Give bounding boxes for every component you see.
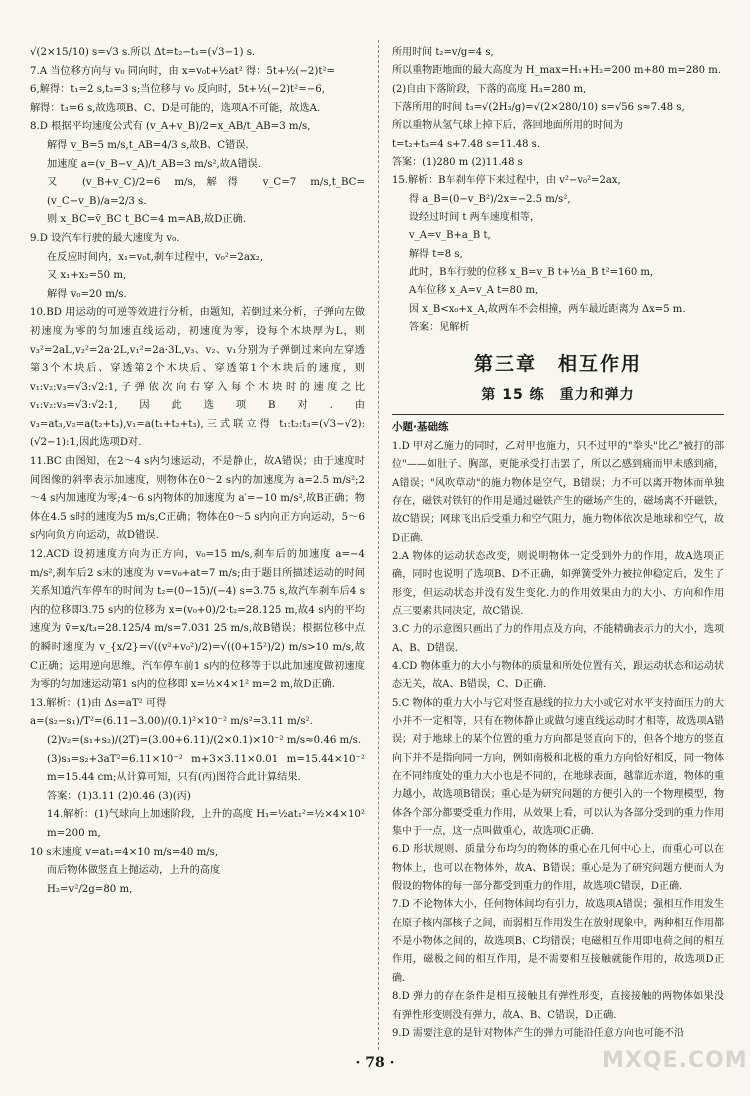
left-para-11: 又 x₁+x₂=50 m, — [47, 270, 127, 282]
right-top-para-13: A车位移 x_A=v_A t=80 m, — [409, 285, 539, 297]
right-bottom-para-0: 1.D 甲对乙施力的同时，乙对甲也施力，只不过甲的"拳头"比乙"被打的部位"——如肚子、胸部，更能承受打击罢了，所以乙感到痛而甲未感到痛，A错误；"风吹草动"的施力物体是空气，B错误；力不可以离开物体而单独存在，磁铁对铁钉的作用是通过磁铁产生的磁场产生的，磁场离不开磁铁，故C错误；网球飞出后受重力和空气阻力，施力物体依次是地球和空气，故D正确. — [392, 440, 724, 544]
left-para-8: 则 x_BC=v̄_BC t_BC=4 m=AB,故D正确. — [47, 214, 246, 226]
left-para-17: a=(s₂−s₁)/T²=(6.11−3.00)/(0.1)²×10⁻² m/s²=3.11 m/s². — [30, 716, 313, 728]
left-para-19: (3)s₃=s₂+3aT²=6.11×10⁻² m+3×3.11×0.01 m=15.44×10⁻² m=15.44 cm;从计算可知，只有(丙)图符合此计算结果. — [47, 753, 365, 784]
left-para-2: 6,解得：t₁=2 s,t₂=3 s;当位移与 v₀ 反向时，5t+½(−2)t²=−6, — [30, 84, 326, 96]
left-para-10: 在反应时间内，x₁=v₀t,刹车过程中，v₀²=2ax₂, — [47, 251, 264, 263]
right-top-para-1: 所以重物距地面的最大高度为 H_max=H₁+H₂=200 m+80 m=280 m. — [392, 65, 721, 77]
right-bottom-para-7: 8.D 弹力的存在条件是相互接触且有弹性形变，直接接触的两物体如果没有弹性形变则没有弹力，故A、B、C错误，D正确. — [392, 991, 724, 1021]
right-top-para-7: 15.解析：B车刹车停下来过程中，由 v²−v₀²=2ax, — [392, 175, 621, 187]
right-top-para-10: v_A=v_B+a_B t, — [409, 230, 491, 242]
left-para-22: 10 s末速度 v=at₁=4×10 m/s=40 m/s, — [30, 846, 219, 858]
left-para-13: 10.BD 用运动的可逆等效进行分析，由题知，若倒过来分析，子弹向左做初速度为零的匀加速直线运动，初速度为零，设每个木块厚为L，则 v₃²=2aL,v₂²=2a·2L,v₁²=2a·3L,v₃、v₂、v₁分别为子弹倒过来向左穿透第3个木块后、穿透第2个木块后、穿透第1个木块后的速度，则 v₁:v₂:v₃=√3:√2:1,子弹依次向右穿入每个木块时的速度之比 v₁:v₂:v₃=√3:√2:1,因此选项B对.由 v₃=at₃,v₂=a(t₂+t₃),v₁=a(t₁+t₂+t₃),三式联立得 t₁:t₂:t₃=(√3−√2):(√2−1):1,因此选项D对. — [30, 307, 365, 449]
left-para-16: 13.解析：(1)由 Δs=aT² 可得 — [30, 697, 167, 709]
right-top-para-3: 下落所用的时间 t₃=√(2H₃/g)=√(2×280/10) s=√56 s≈7.48 s, — [392, 102, 685, 114]
page-number: · 78 · — [355, 1055, 395, 1071]
left-para-9: 9.D 设汽车行驶的最大速度为 v₀. — [30, 232, 180, 244]
right-bottom-para-3: 4.CD 物体重力的大小与物体的质量和所处位置有关，跟运动状态和运动状态无关，故A、B错误，C、D正确. — [392, 660, 724, 691]
right-top-para-11: 解得 t=8 s, — [409, 248, 463, 260]
right-column — [392, 44, 724, 1043]
left-para-20: 答案：(1)3.11 (2)0.46 (3)(丙) — [47, 790, 191, 802]
left-para-12: 解得 v₀=20 m/s. — [47, 288, 127, 300]
column-divider — [378, 40, 379, 1050]
left-column — [30, 44, 365, 899]
left-para-24: H₂=v²/2g=80 m, — [47, 883, 133, 895]
watermark-logo: MXQE.COM — [602, 1048, 748, 1073]
left-para-1: 7.A 当位移方向与 v₀ 同向时，由 x=v₀t+½at² 得：5t+½(−2)t²= — [30, 65, 336, 77]
subsection-title: 小题·基础练 — [392, 414, 724, 436]
left-para-18: (2)v₂=(s₁+s₂)/(2T)=(3.00+6.11)/(2×0.1)×10⁻² m/s≈0.46 m/s. — [47, 734, 362, 746]
left-para-6: 加速度 a=(v_B−v_A)/t_AB=3 m/s²,故A错误. — [47, 158, 261, 170]
right-top-para-4: 所以重物从氢气球上掉下后，落回地面所用的时间为 — [392, 120, 624, 132]
right-bottom-para-6: 7.D 不论物体大小，任何物体间均有引力，故选项A错误；强相互作用发生在原子核内部核子之间，而弱相互作用发生在放射现象中，两种相互作用都不是小物体之间的，故选项B、C均错误；电磁相互作用即电荷之间的相互作用，磁极之间的相互作用，是不需要相互接触就能作用的，故选项D正确. — [392, 899, 724, 984]
right-bottom-para-2: 3.C 力的示意图只画出了力的作用点及方向，不能精确表示力的大小，选项A、B、D错误. — [392, 624, 724, 654]
right-bottom-para-8: 9.D 需要注意的是针对物体产生的弹力可能沿任意方向也可能不沿 — [392, 1027, 685, 1039]
right-top-para-5: t=t₂+t₃=4 s+7.48 s=11.48 s. — [392, 138, 541, 150]
section-title: 第 15 练 重力和弹力 — [481, 386, 635, 403]
right-bottom-para-5: 6.D 形状规则、质量分布均匀的物体的重心在几何中心上，而重心可以在物体上，也可以在物体外，故A、B错误；重心是为了研究问题方便而人为假设的物体的每一部分都受到重力的作用，故选项C错误，D正确. — [392, 844, 724, 893]
left-para-15: 12.ACD 设初速度方向为正方向，v₀=15 m/s,刹车后的加速度 a=−4 m/s²,刹车后2 s末的速度为 v=v₀+at=7 m/s;由于题目所描述运动的时间关系知道汽车停车的时间为 t₂=(0−15)/(−4) s=3.75 s,故汽车刹车后4 s内的位移即3.75 s内的位移为 x=(v₀+0)/2·t₂=28.125 m,故4 s内的平均速度为 v̄=x/t₃=28.125/4 m/s=7.031 25 m/s,故B错误；根据位移中点的瞬时速度为 v_{x/2}=√((v²+v₀²)/2)=√((0+15²)/2) m/s>10 m/s,故C正确；运用逆向思维，汽车停车前1 s内的位移等于以此加速度做初速度为零的匀加速运动第1 s内的位移即 x=½×4×1² m=2 m,故D正确. — [30, 549, 365, 691]
right-top-para-8: 得 a_B=(0−v_B²)/2x=−2.5 m/s², — [409, 193, 571, 205]
left-para-7: 又 (v_B+v_C)/2=6 m/s,解得 v_C=7 m/s,t_BC=(v_C−v_B)/a=2/3 s. — [47, 177, 365, 207]
right-bottom-para-4: 5.C 物体的重力大小与它对竖直悬线的拉力大小或它对水平支持面压力的大小并不一定相等，只有在物体静止或做匀速直线运动时才相等，故选项A错误；对于地球上的某个位置的重力方向都是竖直向下的，但各个地方的竖直向下并不是指向同一方向，例如南极和北极的重力方向恰好相反，同一物体在不同纬度处的重力大小也是不同的，在地球表面，越靠近赤道，物体的重力越小，故选项B错误；重心是为研究问题的方便引入的一个物理模型，物体各个部分都要受重力作用，从效果上看，可以认为各部分受到的重力作用集中于一点，这一点叫做重心，故选项C正确. — [392, 697, 724, 838]
left-para-23: 而后物体做竖直上抛运动，上升的高度 — [47, 865, 221, 877]
left-para-5: 解得 v_B=5 m/s,t_AB=4/3 s,故B、C错误. — [47, 139, 249, 151]
right-top-para-15: 答案：见解析 — [409, 322, 470, 334]
left-para-3: 解得：t₃=6 s,故选项B、C、D是可能的，选项A不可能，故选A. — [30, 102, 321, 114]
right-top-para-0: 所用时间 t₂=v/g=4 s, — [392, 47, 494, 58]
right-top-para-6: 答案：(1)280 m (2)11.48 s — [392, 157, 523, 169]
right-top-para-9: 设经过时间 t 两车速度相等， — [409, 212, 540, 224]
right-top-para-12: 此时，B车行驶的位移 x_B=v_B t+½a_B t²=160 m, — [409, 267, 654, 279]
right-top-para-2: (2)自由下落阶段，下落的高度 H₃=280 m, — [392, 83, 587, 95]
right-bottom-para-1: 2.A 物体的运动状态改变，则说明物体一定受到外力的作用，故A选项正确，同时也说明了选项B、D不正确，如弹簧受外力被拉伸稳定后，发生了形变，但运动状态并没有发生变化.力的作用效果由力的大小、方向和作用点三要素共同决定，故C错误. — [392, 550, 724, 617]
right-top-para-14: 因 x_B<x₀+x_A,故两车不会相撞，两车最近距离为 Δx=5 m. — [409, 303, 686, 315]
left-para-4: 8.D 根据平均速度公式有 (v_A+v_B)/2=x_AB/t_AB=3 m/s, — [30, 121, 311, 133]
left-para-14: 11.BC 由图知，在2～4 s内匀速运动，不是静止，故A错误；由于速度时间图像的斜率表示加速度，则物体在0～2 s内的加速度为 a=2.5 m/s²;2～4 s内加速度为零;4～6 s内物体的加速度为 a′=−10 m/s²,故B正确；物体在4.5 s时的速度为5 m/s,C正确；物体在0～5 s内向正方向运动，5～6 s内向负方向运动，故D错误. — [30, 456, 365, 542]
chapter-title: 第三章 相互作用 — [473, 352, 642, 375]
left-para-0: √(2×15/10) s=√3 s.所以 Δt=t₂−t₁=(√3−1) s. — [30, 47, 256, 58]
left-para-21: 14.解析：(1)气球向上加速阶段，上升的高度 H₁=½at₁²=½×4×10² m=200 m, — [47, 809, 365, 839]
